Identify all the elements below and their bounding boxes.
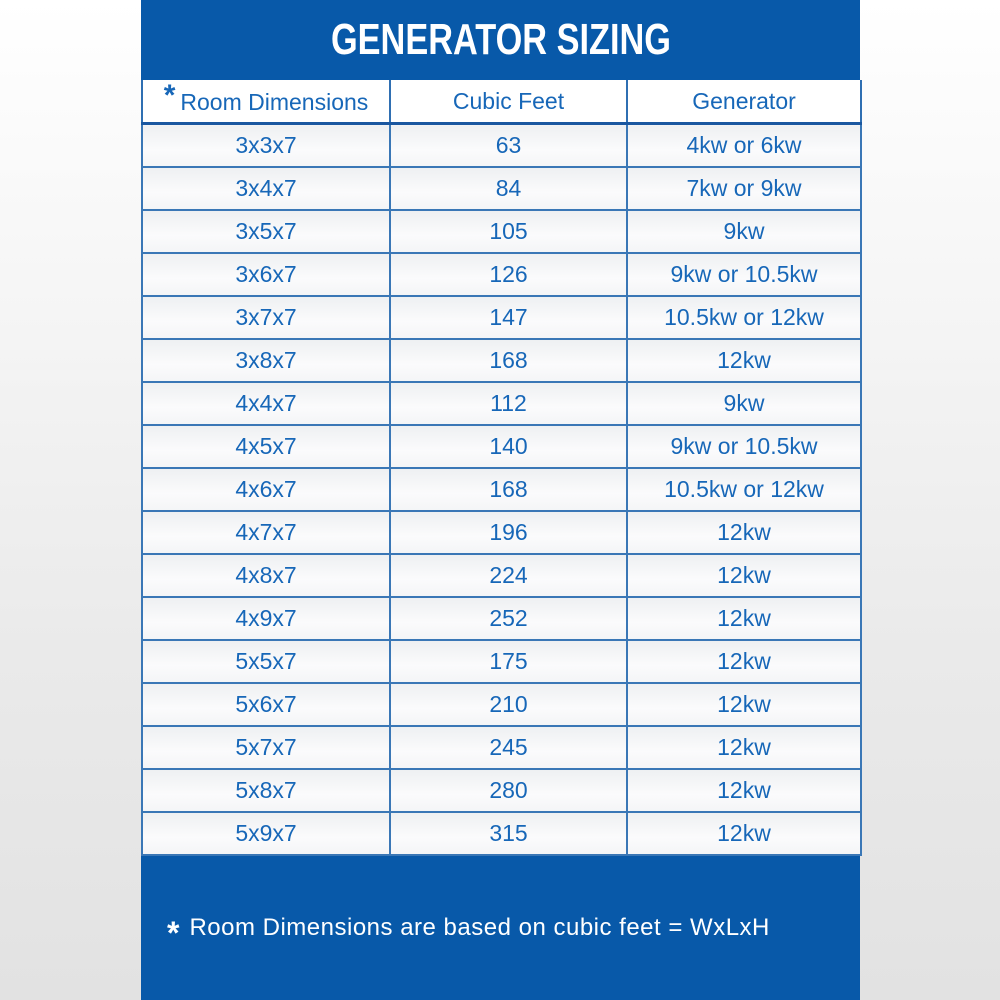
table-body [142, 124, 861, 856]
table-cell-generator: 10.5kw or 12kw [627, 468, 861, 511]
table-cell-generator: 12kw [627, 511, 861, 554]
header-generator-label: Generator [692, 87, 796, 114]
table-cell-cubic-feet: 126 [390, 253, 627, 296]
table-cell-room-dimensions: 5x8x7 [142, 769, 390, 812]
table-cell-generator: 9kw [627, 210, 861, 253]
asterisk-marker: * [163, 79, 176, 112]
table-cell-room-dimensions: 4x8x7 [142, 554, 390, 597]
table-cell-room-dimensions: 3x8x7 [142, 339, 390, 382]
table-cell-room-dimensions: 4x6x7 [142, 468, 390, 511]
table-cell-generator: 7kw or 9kw [627, 167, 861, 210]
table-row [142, 511, 861, 554]
table-cell-cubic-feet: 84 [390, 167, 627, 210]
table-cell-generator: 9kw [627, 382, 861, 425]
table-cell-room-dimensions: 3x6x7 [142, 253, 390, 296]
table-row [142, 210, 861, 253]
table-cell-generator: 12kw [627, 339, 861, 382]
table-row [142, 124, 861, 168]
table-cell-cubic-feet: 168 [390, 468, 627, 511]
table-cell-room-dimensions: 5x7x7 [142, 726, 390, 769]
table-cell-cubic-feet: 252 [390, 597, 627, 640]
table-cell-generator: 10.5kw or 12kw [627, 296, 861, 339]
table-cell-cubic-feet: 63 [390, 124, 627, 168]
table-cell-generator: 12kw [627, 640, 861, 683]
table-cell-room-dimensions: 3x3x7 [142, 124, 390, 168]
table-cell-generator: 12kw [627, 812, 861, 855]
table-row [142, 425, 861, 468]
table-row [142, 683, 861, 726]
table-cell-cubic-feet: 315 [390, 812, 627, 855]
table-row [142, 167, 861, 210]
table-cell-cubic-feet: 140 [390, 425, 627, 468]
table-cell-generator: 12kw [627, 554, 861, 597]
header-cubic-feet [390, 80, 627, 124]
generator-sizing-panel [141, 0, 860, 1000]
table-cell-cubic-feet: 196 [390, 511, 627, 554]
table-cell-generator: 4kw or 6kw [627, 124, 861, 168]
table-cell-cubic-feet: 105 [390, 210, 627, 253]
header-room-dimensions-label: Room Dimensions [180, 89, 369, 115]
table-cell-room-dimensions: 3x4x7 [142, 167, 390, 210]
table-cell-cubic-feet: 112 [390, 382, 627, 425]
table-cell-room-dimensions: 5x6x7 [142, 683, 390, 726]
table-row [142, 382, 861, 425]
table-cell-generator: 9kw or 10.5kw [627, 425, 861, 468]
table-cell-room-dimensions: 4x5x7 [142, 425, 390, 468]
table-cell-generator: 9kw or 10.5kw [627, 253, 861, 296]
table-cell-cubic-feet: 168 [390, 339, 627, 382]
table-cell-room-dimensions: 3x5x7 [142, 210, 390, 253]
header-generator [627, 80, 861, 124]
table-row [142, 554, 861, 597]
table-cell-room-dimensions: 5x9x7 [142, 812, 390, 855]
header-cubic-feet-label: Cubic Feet [452, 87, 565, 114]
table-cell-generator: 12kw [627, 597, 861, 640]
table-row [142, 468, 861, 511]
table-cell-cubic-feet: 245 [390, 726, 627, 769]
table-cell-room-dimensions: 5x5x7 [142, 640, 390, 683]
table-cell-generator: 12kw [627, 726, 861, 769]
header-row [142, 80, 861, 124]
title-band [141, 0, 860, 80]
table-row [142, 597, 861, 640]
footnote-text: Room Dimensions are based on cubic feet = WxLxH [189, 914, 770, 941]
table-cell-cubic-feet: 147 [390, 296, 627, 339]
table-row [142, 640, 861, 683]
page-title: GENERATOR SIZING [330, 15, 671, 64]
table-row [142, 253, 861, 296]
table-cell-room-dimensions: 4x9x7 [142, 597, 390, 640]
generator-sizing-table [141, 80, 862, 856]
table-cell-cubic-feet: 210 [390, 683, 627, 726]
table-cell-room-dimensions: 3x7x7 [142, 296, 390, 339]
table-cell-cubic-feet: 280 [390, 769, 627, 812]
table-cell-room-dimensions: 4x4x7 [142, 382, 390, 425]
table-cell-room-dimensions: 4x7x7 [142, 511, 390, 554]
table-cell-cubic-feet: 175 [390, 640, 627, 683]
table-cell-cubic-feet: 224 [390, 554, 627, 597]
table-row [142, 296, 861, 339]
header-room-dimensions [142, 80, 390, 124]
table-row [142, 812, 861, 855]
table-cell-generator: 12kw [627, 769, 861, 812]
table-cell-generator: 12kw [627, 683, 861, 726]
table-row [142, 769, 861, 812]
table-row [142, 339, 861, 382]
footnote: * Room Dimensions are based on cubic feet = WxLxH [167, 914, 770, 951]
table-row [142, 726, 861, 769]
